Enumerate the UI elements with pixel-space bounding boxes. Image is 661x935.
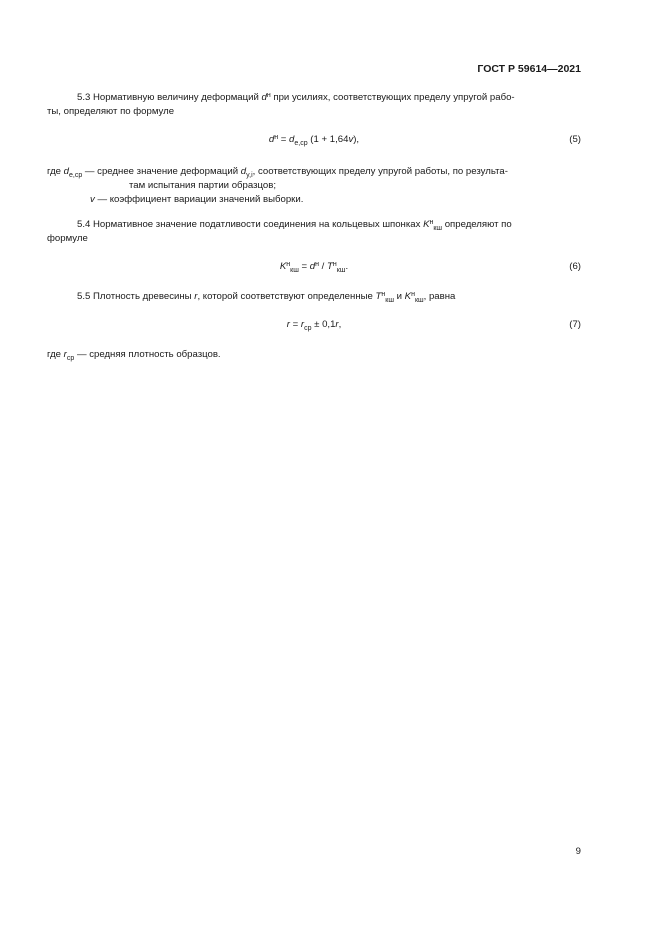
formula-5-number: (5) xyxy=(569,134,581,145)
paragraph-5-5: 5.5 Плотность древесины r, которой соответствуют определенные $T^н_{кш}$ и $K^н_{кш}$, равна xyxy=(77,291,456,304)
formula-5-expression: $d^н = d_{e,ср}$ (1 + 1,64v), xyxy=(268,134,360,147)
where-block-5 xyxy=(47,165,581,207)
document-header: ГОСТ Р 59614—2021 xyxy=(477,63,581,75)
where-item-v: v — коэффициент вариации значений выборки. xyxy=(90,194,304,205)
formula-6-expression: $K^н_{кш} = d^н / T^н_{кш}$. xyxy=(279,261,349,274)
paragraph-5-3: 5.3 Нормативную величину деформаций $d^н$ при усилиях, соответствующих пределу упругой рабо- ты, определяют по формуле xyxy=(47,92,515,117)
where-item-d-ecp-cont: там испытания партии образцов; xyxy=(129,180,276,191)
where-item-d-ecp: где $d_{e,ср}$ — среднее значение деформаций $d_{y,i}$, соответствующих пределу упругой работы, по результа- xyxy=(47,166,508,179)
where-block-7: где $r_{ср}$ — средняя плотность образцов. xyxy=(47,349,221,362)
formula-6-number: (6) xyxy=(569,261,581,272)
formula-7-expression: $r = r_{ср} \pm 0,1r$, xyxy=(286,319,342,332)
page-number: 9 xyxy=(575,846,581,857)
paragraph-5-4: 5.4 Нормативное значение податливости соединения на кольцевых шпонках $K^н_{кш}$ определяют по формуле xyxy=(47,219,512,244)
formula-7-number: (7) xyxy=(569,319,581,330)
